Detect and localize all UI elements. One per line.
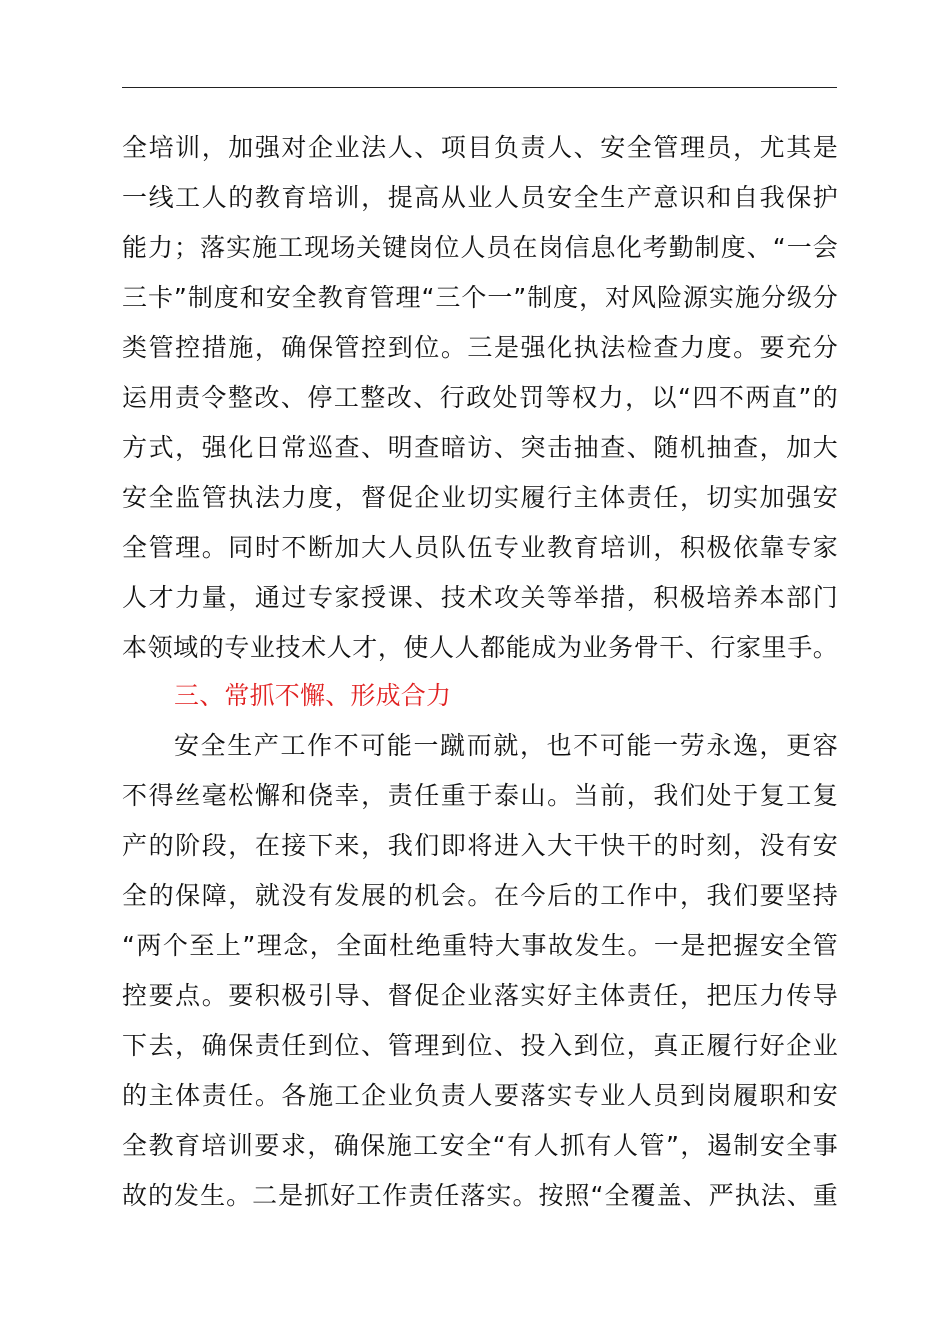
text-line: 三卡”制度和安全教育管理“三个一”制度，对风险源实施分级分	[122, 283, 838, 312]
text-line: 安全监管执法力度，督促企业切实履行主体责任，切实加强安	[122, 483, 838, 512]
header-rule	[122, 87, 837, 88]
section-heading	[122, 671, 838, 721]
text-line: 故的发生。二是抓好工作责任落实。按照“全覆盖、严执法、重	[122, 1181, 838, 1210]
text-line: 控要点。要积极引导、督促企业落实好主体责任，把压力传导	[122, 981, 838, 1010]
text-line: “两个至上”理念，全面杜绝重特大事故发生。一是把握安全管	[122, 931, 838, 960]
text-line: 人才力量，通过专家授课、技术攻关等举措，积极培养本部门	[122, 583, 838, 612]
text-line: 能力；落实施工现场关键岗位人员在岗信息化考勤制度、“一会	[122, 233, 838, 262]
section-heading-text: 三、常抓不懈、形成合力	[174, 681, 452, 710]
text-line: 运用责令整改、停工整改、行政处罚等权力，以“四不两直”的	[122, 383, 838, 412]
text-line: 不得丝毫松懈和侥幸，责任重于泰山。当前，我们处于复工复	[122, 781, 838, 810]
text-line-first: 安全生产工作不可能一蹴而就，也不可能一劳永逸，更容	[174, 731, 838, 760]
text-line: 全培训，加强对企业法人、项目负责人、安全管理员，尤其是	[122, 133, 838, 162]
text-line: 的主体责任。各施工企业负责人要落实专业人员到岗履职和安	[122, 1081, 838, 1110]
text-line: 全教育培训要求，确保施工安全“有人抓有人管”，遏制安全事	[122, 1131, 838, 1160]
text-line: 本领域的专业技术人才，使人人都能成为业务骨干、行家里手。	[122, 633, 838, 662]
text-line: 全管理。同时不断加大人员队伍专业教育培训，积极依靠专家	[122, 533, 838, 562]
paragraph-section-3	[122, 721, 838, 1221]
text-line: 产的阶段，在接下来，我们即将进入大干快干的时刻，没有安	[122, 831, 838, 860]
text-line: 一线工人的教育培训，提高从业人员安全生产意识和自我保护	[122, 183, 838, 212]
text-line: 下去，确保责任到位、管理到位、投入到位，真正履行好企业	[122, 1031, 838, 1060]
paragraph-continued	[122, 123, 838, 673]
text-line: 类管控措施，确保管控到位。三是强化执法检查力度。要充分	[122, 333, 838, 362]
text-line: 方式，强化日常巡查、明查暗访、突击抽查、随机抽查，加大	[122, 433, 838, 462]
text-line: 全的保障，就没有发展的机会。在今后的工作中，我们要坚持	[122, 881, 838, 910]
